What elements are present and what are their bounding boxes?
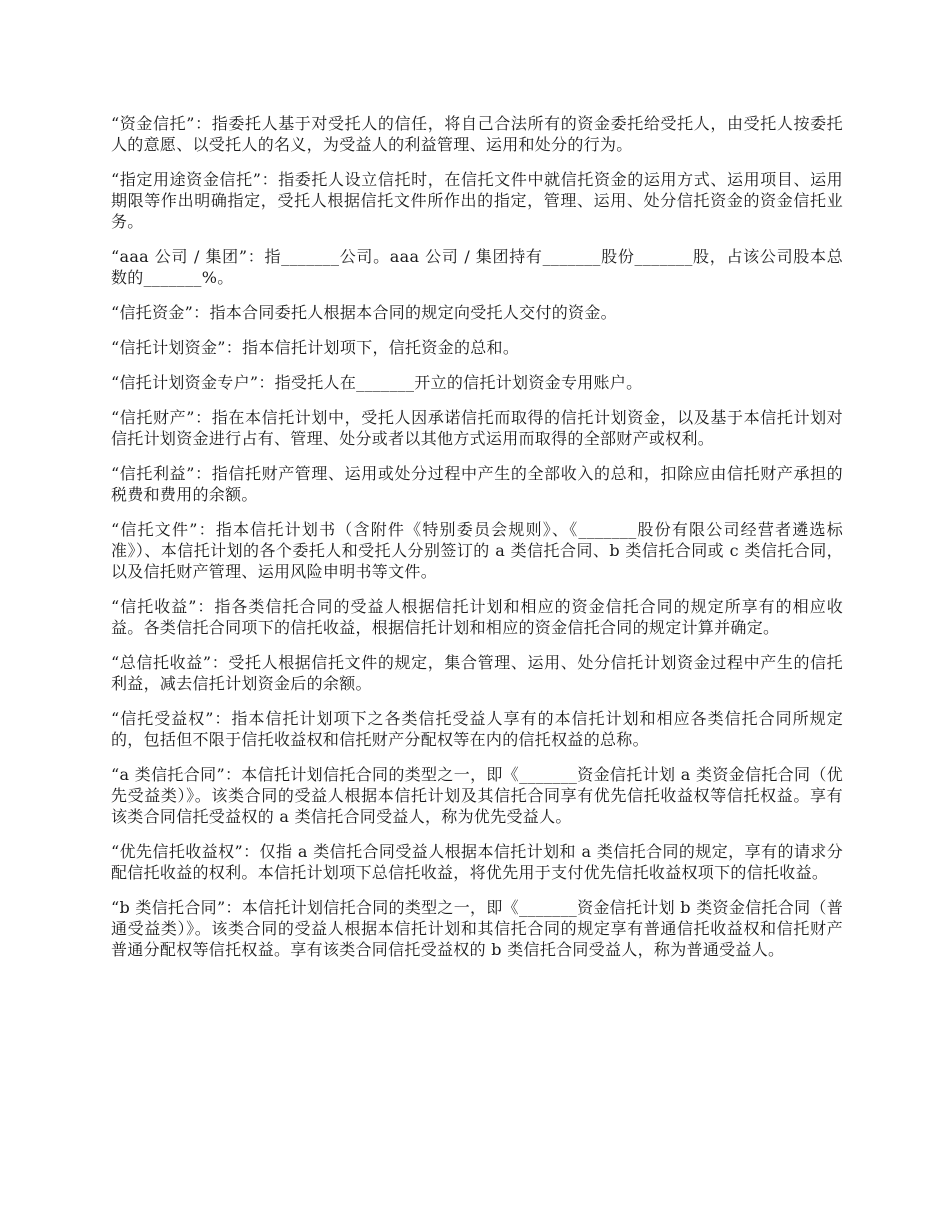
definition-class-b-contract: “b 类信托合同”：本信托计划信托合同的类型之一，即《_______资金信托计划 b 类资金信托合同（普通受益类）》。该类合同的受益人根据本信托计划和其信托合同的规定享有普通信托收益权和信托财产普通分配权等信托权益。享有该类合同信托受益权的 b 类信托合同受益人，称为普通受益人。 (111, 898, 843, 959)
definition-trust-income: “信托收益”：指各类信托合同的受益人根据信托计划和相应的资金信托合同的规定所享有的相应收益。各类信托合同项下的信托收益，根据信托计划和相应的资金信托合同的规定计算并确定。 (111, 597, 843, 637)
definition-trust-documents: “信托文件”：指本信托计划书（含附件《特别委员会规则》、《_______股份有限公司经营者遴选标准》）、本信托计划的各个委托人和受托人分别签订的 a 类信托合同、b 类信托合同或 c 类信托合同，以及信托财产管理、运用风险申明书等文件。 (111, 520, 843, 581)
definition-designated-use-trust: “指定用途资金信托”：指委托人设立信托时，在信托文件中就信托资金的运用方式、运用项目、运用期限等作出明确指定，受托人根据信托文件所作出的指定，管理、运用、处分信托资金的资金信托业务。 (111, 170, 843, 231)
definition-capital-trust: “资金信托”：指委托人基于对受托人的信任，将自己合法所有的资金委托给受托人，由受托人按委托人的意愿、以受托人的名义，为受益人的利益管理、运用和处分的行为。 (111, 114, 843, 154)
definition-trust-plan-funds: “信托计划资金”：指本信托计划项下，信托资金的总和。 (111, 338, 520, 357)
definition-trust-property: “信托财产”：指在本信托计划中，受托人因承诺信托而取得的信托计划资金，以及基于本信托计划对信托计划资金进行占有、管理、处分或者以其他方式运用而取得的全部财产或权利。 (111, 408, 843, 448)
definition-trust-benefit: “信托利益”：指信托财产管理、运用或处分过程中产生的全部收入的总和，扣除应由信托财产承担的税费和费用的余额。 (111, 464, 843, 504)
definition-class-a-contract: “a 类信托合同”：本信托计划信托合同的类型之一，即《_______资金信托计划 a 类资金信托合同（优先受益类）》。该类合同的受益人根据本信托计划及其信托合同享有优先信托收益权等信托权益。享有该类合同信托受益权的 a 类信托合同受益人，称为优先受益人。 (111, 765, 843, 826)
definition-priority-income-right: “优先信托收益权”：仅指 a 类信托合同受益人根据本信托计划和 a 类信托合同的规定，享有的请求分配信托收益的权利。本信托计划项下总信托收益，将优先用于支付优先信托收益权项下的信托收益。 (111, 842, 843, 882)
document-page (111, 113, 843, 974)
definition-total-trust-income: “总信托收益”：受托人根据信托文件的规定，集合管理、运用、处分信托计划资金过程中产生的信托利益，减去信托计划资金后的余额。 (111, 653, 843, 693)
definition-trust-funds: “信托资金”：指本合同委托人根据本合同的规定向受托人交付的资金。 (111, 303, 617, 322)
definition-aaa-company: “aaa 公司 / 集团”：指_______公司。aaa 公司 / 集团持有_______股份_______股，占该公司股本总数的_______%。 (111, 247, 843, 287)
definition-trust-beneficial-right: “信托受益权”：指本信托计划项下之各类信托受益人享有的本信托计划和相应各类信托合同所规定的，包括但不限于信托收益权和信托财产分配权等在内的信托权益的总称。 (111, 709, 843, 749)
definition-trust-plan-account: “信托计划资金专户”：指受托人在_______开立的信托计划资金专用账户。 (111, 373, 643, 392)
